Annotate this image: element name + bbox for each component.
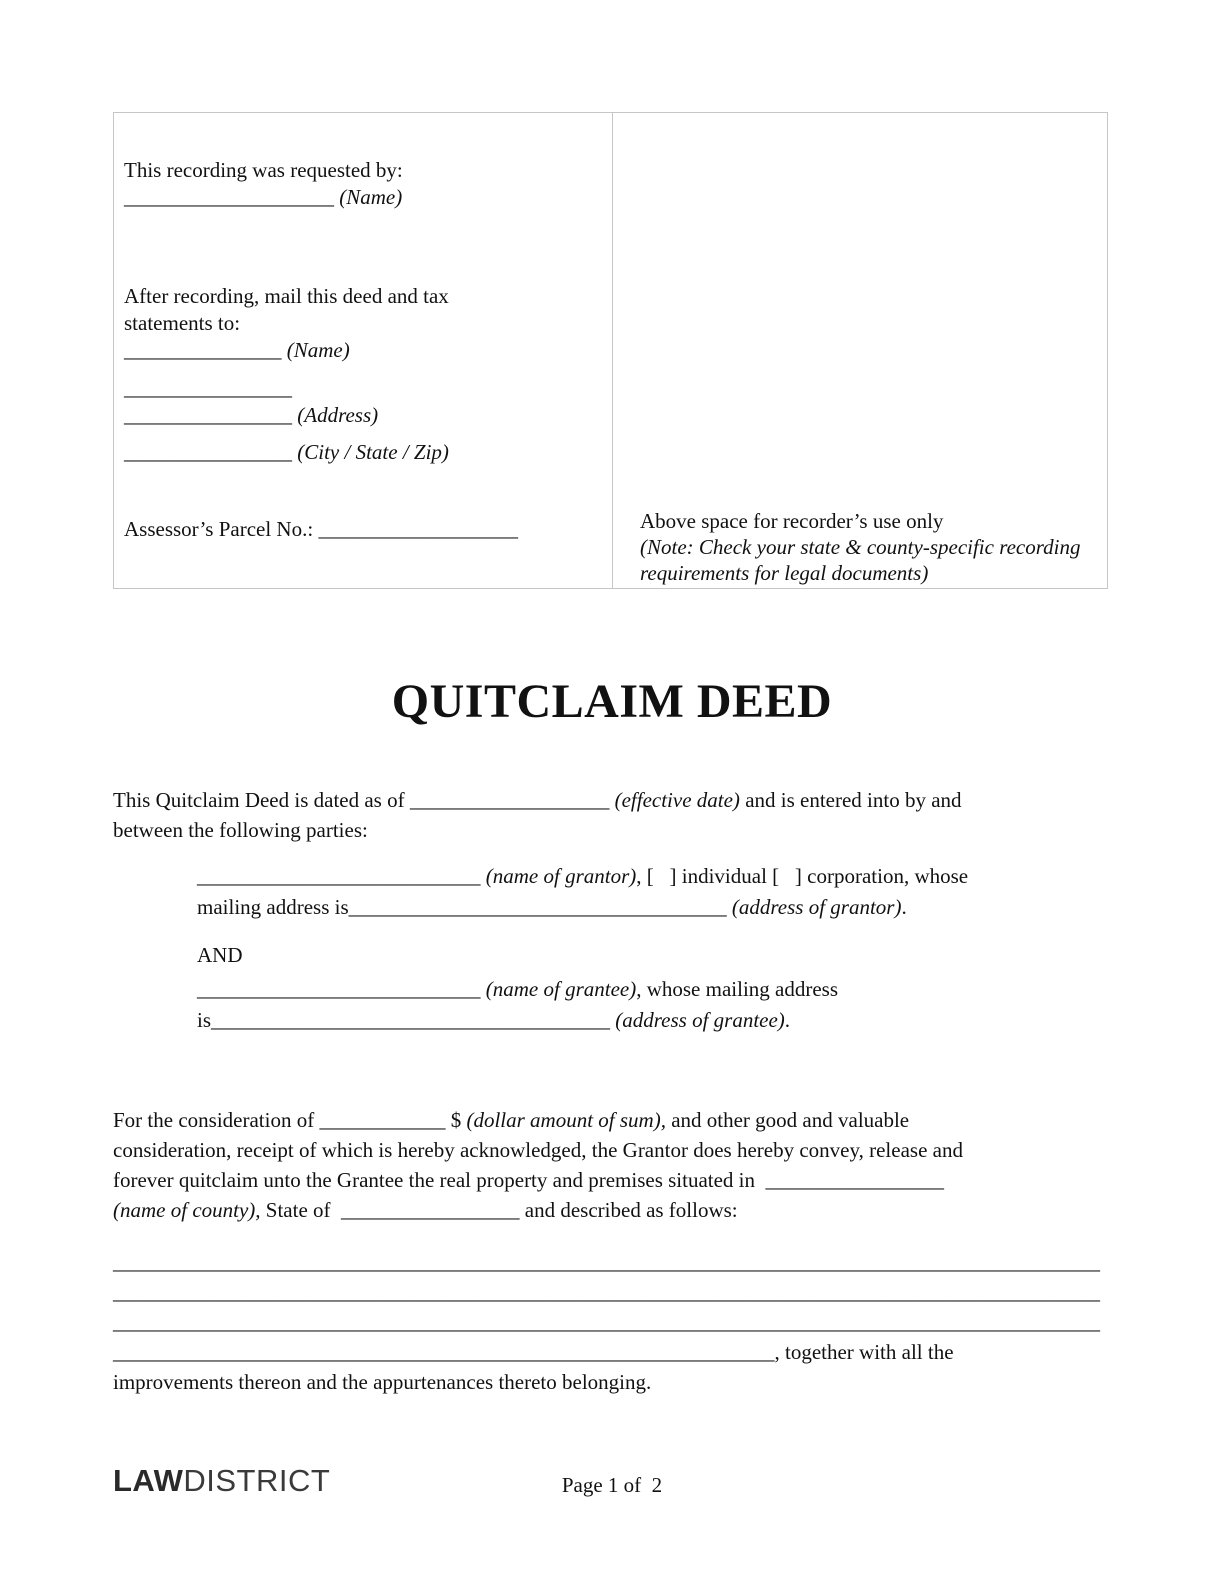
description-blank-line-2 <box>113 1277 1110 1307</box>
recording-requirements-note-line-1: (Note: Check your state & county-specific recording <box>640 535 1081 559</box>
grantor-name-hint: (name of grantor) <box>480 864 637 888</box>
address-blank-field-top[interactable]: ________________ <box>124 376 292 400</box>
consideration-text: and described as follows: <box>519 1198 738 1222</box>
grantor-clause <box>197 861 1110 923</box>
grantee-line-1 <box>197 974 1110 1005</box>
county-blank-field[interactable]: _________________ <box>765 1168 945 1192</box>
recorder-info-box <box>113 112 1108 589</box>
consideration-line-2: consideration, receipt of which is hereby acknowledged, the Grantor does hereby convey, release and <box>113 1138 963 1162</box>
consideration-text: and other good and valuable <box>665 1108 910 1132</box>
state-blank-field[interactable]: _________________ <box>341 1198 520 1222</box>
and-connector: AND <box>197 943 243 967</box>
address-hint: (Address) <box>292 403 379 427</box>
dollar-sign: $ <box>445 1108 467 1132</box>
city-state-zip-blank-field[interactable]: ________________ <box>124 440 292 464</box>
intro-text: and is entered into by and <box>739 788 962 812</box>
grantor-text: corporation, whose <box>801 864 969 888</box>
consideration-text: For the consideration of <box>113 1108 320 1132</box>
grantee-address-hint: (address of grantee) <box>610 1008 785 1032</box>
city-state-zip-hint: (City / State / Zip) <box>292 440 449 464</box>
logo-district-text: DISTRICT <box>183 1463 331 1498</box>
individual-checkbox[interactable]: [ ] <box>646 864 677 888</box>
grantee-line-2 <box>197 1005 1110 1036</box>
grantee-text: . <box>784 1008 791 1032</box>
consideration-line-4 <box>113 1195 1110 1225</box>
grantee-text: , whose mailing address <box>636 977 839 1001</box>
corporation-checkbox[interactable]: [ ] <box>772 864 802 888</box>
grantor-name-blank-field[interactable]: ___________________________ <box>197 864 481 888</box>
address-blank-field[interactable]: ________________ <box>124 403 292 427</box>
consideration-line-1 <box>113 1105 1110 1135</box>
mail-instruction-line-2: statements to: <box>124 311 241 335</box>
parcel-label: Assessor’s Parcel No.: <box>124 517 319 541</box>
requested-by-label: This recording was requested by: <box>124 158 403 182</box>
consideration-text: State of <box>260 1198 342 1222</box>
mail-name-line <box>124 337 604 364</box>
recording-requirements-note-line-2: requirements for legal documents) <box>640 561 929 585</box>
description-blank-line-3 <box>113 1307 1110 1337</box>
requested-by-blank-field[interactable]: ____________________ <box>124 185 334 209</box>
address-line <box>124 402 604 429</box>
grantee-address-blank-field[interactable]: ______________________________________ <box>211 1008 611 1032</box>
grantee-clause <box>197 974 1110 1036</box>
mail-instruction-line-1: After recording, mail this deed and tax <box>124 284 449 308</box>
grantor-line-1 <box>197 861 1110 892</box>
intro-paragraph <box>113 785 1110 845</box>
grantee-name-hint: (name of grantee) <box>480 977 637 1001</box>
county-hint: (name of county), <box>113 1198 261 1222</box>
grantee-name-blank-field[interactable]: ___________________________ <box>197 977 481 1001</box>
effective-date-blank-field[interactable]: ___________________ <box>409 788 610 812</box>
sum-amount-hint: (dollar amount of sum), <box>466 1108 666 1132</box>
requested-by-line <box>124 184 604 211</box>
consideration-text: forever quitclaim unto the Grantee the real property and premises situated in <box>113 1168 766 1192</box>
city-state-zip-line <box>124 439 604 466</box>
parcel-blank-field[interactable]: ___________________ <box>318 517 518 541</box>
recorder-box-left-cell <box>114 113 613 588</box>
grantor-address-blank-field[interactable]: ____________________________________ <box>348 895 727 919</box>
logo-law-text: LAW <box>113 1463 184 1498</box>
consideration-paragraph <box>113 1105 1110 1225</box>
name-hint: (Name) <box>281 338 350 362</box>
sum-amount-blank-field[interactable]: ____________ <box>319 1108 446 1132</box>
page-number: Page 1 of 2 <box>561 1473 663 1497</box>
effective-date-hint: (effective date) <box>609 788 740 812</box>
document-title: QUITCLAIM DEED <box>391 675 833 728</box>
address-extra-blank-line <box>124 375 604 402</box>
grantor-text: , <box>636 864 647 888</box>
description-blank-line-4 <box>113 1337 1110 1367</box>
grantor-address-hint: (address of grantor) <box>726 895 902 919</box>
together-text: , together with all the <box>774 1340 954 1364</box>
intro-line-1 <box>113 785 1110 815</box>
grantor-text: individual <box>676 864 773 888</box>
description-blank-line-1 <box>113 1247 1110 1277</box>
property-description-section <box>113 1247 1110 1397</box>
grantor-text: mailing address is <box>197 895 349 919</box>
name-hint: (Name) <box>334 185 403 209</box>
parcel-line <box>124 516 604 543</box>
description-blank-field[interactable]: ______________________________________________________________________________________________ <box>113 1280 1100 1304</box>
recorder-use-note: Above space for recorder’s use only <box>640 509 944 533</box>
recorder-box-right-cell <box>613 113 1107 588</box>
description-blank-field[interactable]: _______________________________________________________________ <box>113 1340 775 1364</box>
grantor-line-2 <box>197 892 1110 923</box>
consideration-line-3 <box>113 1165 1110 1195</box>
intro-text: This Quitclaim Deed is dated as of <box>113 788 410 812</box>
grantor-text: . <box>901 895 907 919</box>
description-closing-line: improvements thereon and the appurtenances thereto belonging. <box>113 1370 652 1394</box>
mail-name-blank-field[interactable]: _______________ <box>124 338 282 362</box>
grantee-text: is <box>197 1008 212 1032</box>
description-blank-field[interactable]: ______________________________________________________________________________________________ <box>113 1310 1100 1334</box>
description-blank-field[interactable]: ______________________________________________________________________________________________ <box>113 1250 1100 1274</box>
intro-line-2: between the following parties: <box>113 818 368 842</box>
